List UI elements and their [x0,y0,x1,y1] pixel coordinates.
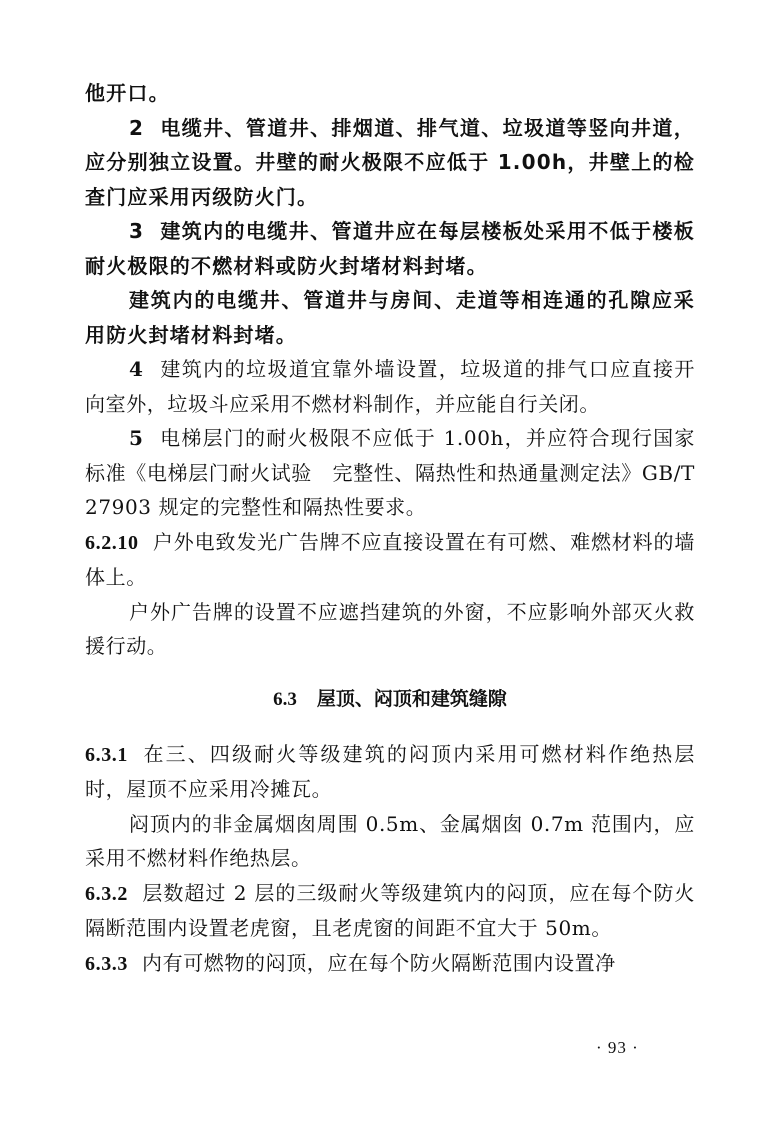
page-body [85,76,695,981]
clause-6-2-10 [85,525,695,595]
item-number: 5 [129,426,144,450]
item-2 [85,111,695,215]
item-text: 建筑内的垃圾道宜靠外墙设置，垃圾道的排气口应直接开向室外，垃圾斗应采用不燃材料制作，并应能自行关闭。 [85,357,695,416]
section-number: 6.3 [273,688,297,710]
clause-number: 6.3.3 [85,952,128,975]
paragraph-text: 闷顶内的非金属烟囱周围 0.5m、金属烟囱 0.7m 范围内，应采用不燃材料作绝热层。 [85,811,695,870]
item-number: 3 [129,219,145,243]
section-heading [85,682,695,717]
item-number: 2 [129,115,145,140]
clause-text: 在三、四级耐火等级建筑的闷顶内采用可燃材料作绝热层时，屋顶不应采用冷摊瓦。 [85,741,695,801]
paragraph-text: 建筑内的电缆井、管道井与房间、走道等相连通的孔隙应采用防火封堵材料封堵。 [85,288,695,347]
clause-6-3-3 [85,946,695,982]
item-number: 4 [129,357,144,381]
item-3 [85,214,695,283]
clause-text: 户外电致发光广告牌不应直接设置在有可燃、难燃材料的墙体上。 [85,529,695,589]
clause-text: 层数超过 2 层的三级耐火等级建筑内的闷顶，应在每个防火隔断范围内设置老虎窗，且老虎窗的间距不宜大于 50m。 [85,880,695,940]
paragraph-text: 户外广告牌的设置不应遮挡建筑的外窗，不应影响外部灭火救援行动。 [85,599,695,658]
clause-text: 内有可燃物的闷顶，应在每个防火隔断范围内设置净 [142,950,616,975]
clause-number: 6.3.2 [85,882,128,905]
section-title: 屋顶、闷顶和建筑缝隙 [316,687,507,710]
item-text: 电缆井、管道井、排烟道、排气道、垃圾道等竖向井道，应分别独立设置。井壁的耐火极限不应低于 1.00h，井壁上的检查门应采用丙级防火门。 [85,115,695,209]
item-5 [85,421,695,525]
paragraph-clause-6-2-10-supplement [85,595,695,664]
paragraph-continuation [85,76,695,111]
clause-number: 6.3.1 [85,743,128,766]
clause-number: 6.2.10 [85,531,139,554]
paragraph-clause-6-3-1-supplement [85,807,695,876]
paragraph-item-3-supplement [85,283,695,352]
page-number: · 93 · [596,1038,639,1057]
clause-6-3-2 [85,876,695,946]
item-4 [85,352,695,421]
item-text: 建筑内的电缆井、管道井应在每层楼板处采用不低于楼板耐火极限的不燃材料或防火封堵材料封堵。 [85,219,695,278]
clause-6-3-1 [85,737,695,807]
paragraph-text: 他开口。 [85,81,170,105]
item-text: 电梯层门的耐火极限不应低于 1.00h，并应符合现行国家标准《电梯层门耐火试验 完整性、隔热性和热通量测定法》GB/T 27903 规定的完整性和隔热性要求。 [85,426,695,519]
